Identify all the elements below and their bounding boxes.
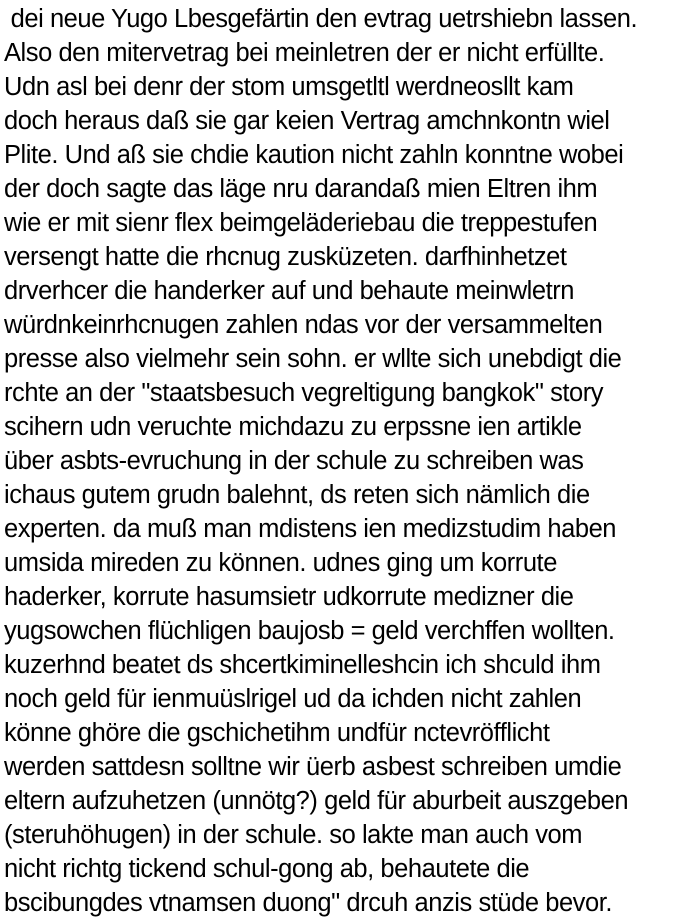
text-line: Also den mitervetrag bei meinletren der er nicht erfüllte.	[4, 39, 605, 67]
text-line: werden sattdesn solltne wir üerb asbest schreiben umdie	[4, 753, 622, 781]
text-line: nicht richtg tickend schul-gong ab, behautete die	[4, 855, 530, 883]
text-line: scihern udn veruchte michdazu zu erpssne ien artikle	[4, 413, 582, 441]
text-line: umsida mireden zu können. udnes ging um korrute	[4, 549, 557, 577]
text-line: haderker, korrute hasumsietr udkorrute medizner die	[4, 583, 574, 611]
text-line: experten. da muß man mdistens ien medizstudim haben	[4, 515, 617, 543]
text-line: drverhcer die handerker auf und behaute meinwletrn	[4, 277, 575, 305]
text-line: würdnkeinrhcnugen zahlen ndas vor der versammelten	[4, 311, 603, 339]
text-line: rchte an der "staatsbesuch vegreltigung bangkok" story	[4, 379, 604, 407]
text-line: Plite. Und aß sie chdie kaution nicht zahln konntne wobei	[4, 141, 624, 169]
text-line: bscibungdes vtnamsen duong" drcuh anzis stüde bevor.	[4, 889, 612, 917]
text-line: kuzerhnd beatet ds shcertkiminelleshcin ich shculd ihm	[4, 651, 601, 679]
text-line: könne ghöre die gschichetihm undfür nctevröfflicht	[4, 719, 550, 747]
text-line: dei neue Yugo Lbesgefärtin den evtrag uetrshiebn lassen.	[4, 5, 638, 33]
text-line: doch heraus daß sie gar keien Vertrag amchnkontn wiel	[4, 107, 610, 135]
text-line: eltern aufzuhetzen (unnötg?) geld für aburbeit auszgeben	[4, 787, 629, 815]
text-line: versengt hatte die rhcnug zusküzeten. darfhinhetzet	[4, 243, 567, 271]
text-line: der doch sagte das läge nru darandaß mien Eltren ihm	[4, 175, 598, 203]
text-line: über asbts-evruchung in der schule zu schreiben was	[4, 447, 584, 475]
text-line: noch geld für ienmuüslrigel ud da ichden nicht zahlen	[4, 685, 582, 713]
text-line: wie er mit sienr flex beimgeläderiebau die treppestufen	[4, 209, 598, 237]
text-line: ichaus gutem grudn balehnt, ds reten sich nämlich die	[4, 481, 590, 509]
text-line: (steruhöhugen) in der schule. so lakte man auch vom	[4, 821, 583, 849]
text-line: Udn asl bei denr der stom umsgetltl werdneosllt kam	[4, 73, 574, 101]
text-line: yugsowchen flüchligen baujosb = geld verchffen wollten.	[4, 617, 615, 645]
text-line: presse also vielmehr sein sohn. er wllte sich unebdigt die	[4, 345, 622, 373]
